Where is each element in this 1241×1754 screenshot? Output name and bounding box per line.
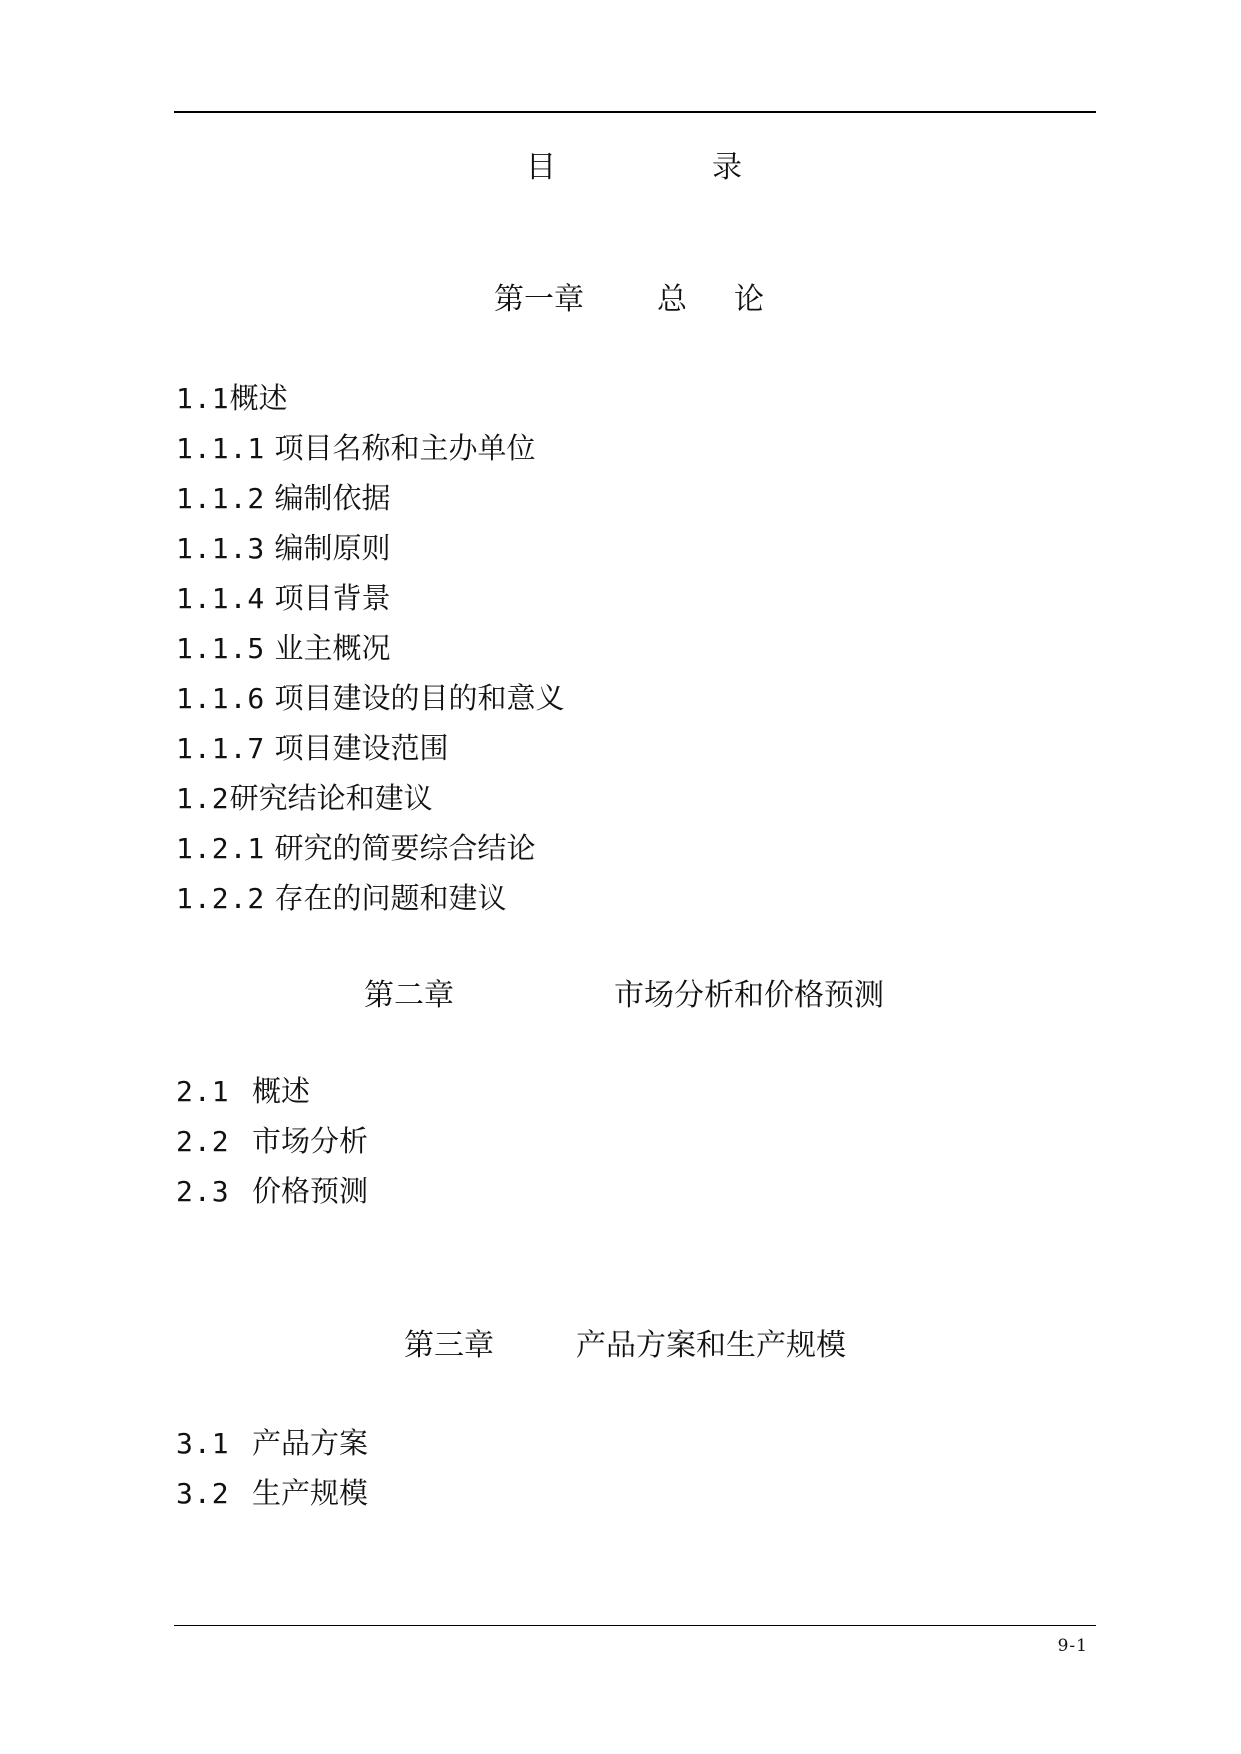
chapter-2-name: 市场分析和价格预测 (614, 978, 884, 1013)
toc-entry-number: 3.1 (176, 1427, 230, 1460)
toc-entry-title: 编制依据 (274, 481, 391, 515)
chapter-2-heading (364, 974, 904, 1018)
toc-entry-1-1[interactable] (176, 378, 288, 418)
chapter-3-label: 第三章 (404, 1328, 494, 1363)
chapter-1-label: 第一章 (494, 282, 584, 317)
toc-entry-number: 1.1.5 (176, 632, 266, 665)
toc-entry-title: 研究的简要综合结论 (274, 831, 536, 865)
toc-entry-title: 项目背景 (274, 581, 391, 615)
toc-entry-1-1-5[interactable] (176, 628, 391, 668)
toc-entry-title: 概述 (229, 381, 288, 415)
toc-entry-title: 编制原则 (274, 531, 391, 565)
toc-entry-1-1-1[interactable] (176, 428, 536, 468)
toc-entry-2-1[interactable] (176, 1071, 310, 1111)
toc-entry-1-1-2[interactable] (176, 478, 391, 518)
toc-entry-1-1-3[interactable] (176, 528, 391, 568)
toc-title-left: 目 (526, 150, 556, 185)
toc-entry-1-2-1[interactable] (176, 828, 536, 868)
toc-entry-title: 概述 (252, 1074, 311, 1108)
toc-entry-number: 1.1.4 (176, 582, 266, 615)
toc-title (526, 146, 746, 190)
chapter-3-name: 产品方案和生产规模 (576, 1328, 846, 1363)
toc-entry-number: 1.1.1 (176, 432, 266, 465)
toc-entry-title: 业主概况 (274, 631, 391, 665)
footer-rule (174, 1625, 1096, 1626)
toc-entry-1-1-6[interactable] (176, 678, 565, 718)
toc-entry-title: 存在的问题和建议 (274, 881, 507, 915)
toc-entry-title: 产品方案 (252, 1426, 369, 1460)
toc-entry-title: 项目名称和主办单位 (274, 431, 536, 465)
chapter-3-heading (404, 1324, 874, 1368)
toc-entry-3-2[interactable] (176, 1473, 368, 1513)
toc-entry-number: 1.2.1 (176, 832, 266, 865)
chapter-1-heading (494, 278, 774, 322)
toc-entry-number: 1.1.2 (176, 482, 266, 515)
toc-entry-number: 1.1.6 (176, 682, 266, 715)
toc-entry-number: 2.1 (176, 1075, 230, 1108)
toc-entry-number: 1.1 (176, 382, 230, 415)
toc-entry-number: 3.2 (176, 1477, 230, 1510)
toc-entry-title: 项目建设的目的和意义 (274, 681, 565, 715)
toc-entry-title: 市场分析 (252, 1124, 369, 1158)
toc-entry-number: 2.3 (176, 1175, 230, 1208)
page-number: 9-1 (1057, 1636, 1088, 1656)
toc-entry-number: 1.1.3 (176, 532, 266, 565)
chapter-2-label: 第二章 (364, 978, 454, 1013)
toc-entry-number: 2.2 (176, 1125, 230, 1158)
header-rule (174, 111, 1096, 113)
toc-entry-1-2-2[interactable] (176, 878, 507, 918)
toc-entry-title: 价格预测 (252, 1174, 369, 1208)
toc-entry-1-1-7[interactable] (176, 728, 449, 768)
chapter-1-name-part-1: 总 (657, 282, 687, 317)
toc-entry-number: 1.1.7 (176, 732, 266, 765)
toc-entry-1-1-4[interactable] (176, 578, 391, 618)
chapter-1-name-part-2: 论 (734, 282, 764, 317)
toc-entry-title: 项目建设范围 (274, 731, 449, 765)
toc-entry-3-1[interactable] (176, 1423, 368, 1463)
toc-entry-title: 研究结论和建议 (229, 781, 433, 815)
toc-entry-1-2[interactable] (176, 778, 433, 818)
toc-title-right: 录 (712, 150, 742, 185)
toc-entry-2-2[interactable] (176, 1121, 368, 1161)
toc-entry-number: 1.2 (176, 782, 230, 815)
toc-entry-title: 生产规模 (252, 1476, 369, 1510)
toc-entry-2-3[interactable] (176, 1171, 368, 1211)
toc-entry-number: 1.2.2 (176, 882, 266, 915)
